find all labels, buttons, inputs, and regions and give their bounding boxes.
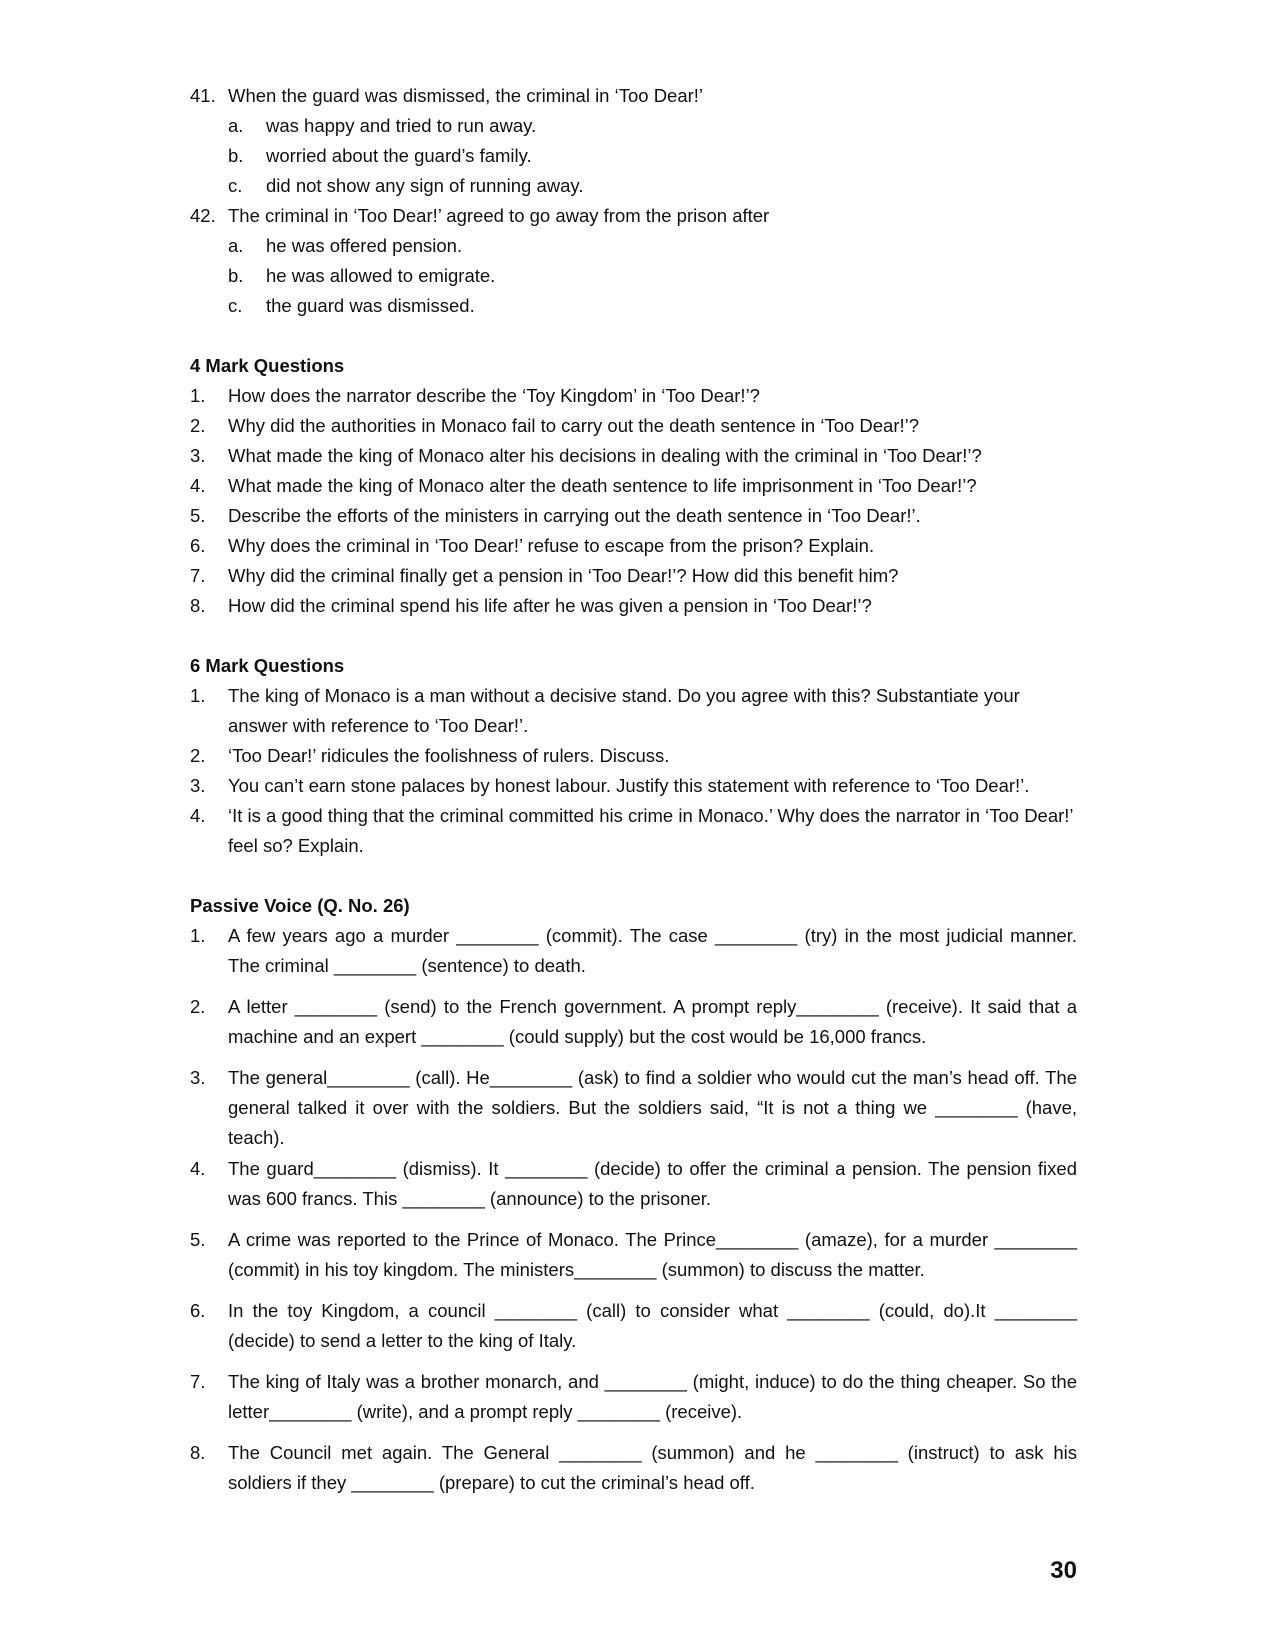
item-text: A crime was reported to the Prince of Monaco. The Prince________ (amaze), for a murder ________ (commit) in his toy kingdom. The ministers________ (summon) to discuss the matter. [228,1229,1077,1280]
list-item [190,471,1077,501]
item-number: 1. [190,685,206,706]
list-item [190,801,1077,861]
item-text: The Council met again. The General ________ (summon) and he ________ (instruct) to ask his soldiers if they ________ (prepare) to cut the criminal’s head off. [228,1442,1077,1493]
item-number: 7. [190,1371,206,1392]
option-c [228,171,1077,201]
four-mark-heading: 4 Mark Questions [190,355,345,376]
list-item [190,1225,1077,1285]
item-number: 4. [190,805,206,826]
option-a [228,111,1077,141]
list-item [190,441,1077,471]
item-text: Why did the criminal finally get a pension in ‘Too Dear!’? How did this benefit him? [228,565,899,586]
item-number: 7. [190,565,206,586]
option-text: he was allowed to emigrate. [266,265,496,286]
option-letter: c. [228,295,243,316]
list-item [190,992,1077,1052]
six-mark-list [190,681,1077,861]
list-item [190,741,1077,771]
six-mark-heading: 6 Mark Questions [190,655,345,676]
item-text: Why did the authorities in Monaco fail to carry out the death sentence in ‘Too Dear!’? [228,415,920,436]
item-text: How did the criminal spend his life after he was given a pension in ‘Too Dear!’? [228,595,872,616]
item-text: Describe the efforts of the ministers in carrying out the death sentence in ‘Too Dear!’. [228,505,921,526]
question-row [190,81,1077,111]
item-number: 1. [190,925,206,946]
option-text: he was offered pension. [266,235,463,256]
item-text: ‘Too Dear!’ ridicules the foolishness of rulers. Discuss. [228,745,670,766]
item-text: What made the king of Monaco alter his decisions in dealing with the criminal in ‘Too Dear!’? [228,445,982,466]
question-row [190,201,1077,231]
list-item [190,771,1077,801]
option-text: the guard was dismissed. [266,295,475,316]
item-number: 2. [190,996,206,1017]
list-item [190,921,1077,981]
item-text: A letter ________ (send) to the French government. A prompt reply________ (receive). It said that a machine and an expert ________ (could supply) but the cost would be 16,000 francs. [228,996,1077,1047]
item-number: 6. [190,1300,206,1321]
option-text: worried about the guard’s family. [266,145,532,166]
item-number: 5. [190,505,206,526]
list-item [190,411,1077,441]
option-list [228,111,1077,201]
option-a [228,231,1077,261]
item-text: A few years ago a murder ________ (commit). The case ________ (try) in the most judicial manner. The criminal ________ (sentence) to death. [228,925,1077,976]
option-list [228,231,1077,321]
passive-voice-list [190,921,1077,1498]
option-letter: b. [228,265,244,286]
question-number: 42. [190,205,216,226]
item-number: 6. [190,535,206,556]
mcq-question-42 [190,201,1077,321]
item-number: 3. [190,445,206,466]
item-text: The guard________ (dismiss). It ________ (decide) to offer the criminal a pension. The pension fixed was 600 francs. This ________ (announce) to the prisoner. [228,1158,1077,1209]
item-text: Why does the criminal in ‘Too Dear!’ refuse to escape from the prison? Explain. [228,535,875,556]
option-text: was happy and tried to run away. [266,115,537,136]
item-text: The king of Italy was a brother monarch, and ________ (might, induce) to do the thing cheaper. So the letter________ (write), and a prompt reply ________ (receive). [228,1371,1077,1422]
page-content [190,81,1077,1509]
option-text: did not show any sign of running away. [266,175,584,196]
item-number: 8. [190,595,206,616]
item-number: 4. [190,475,206,496]
item-number: 8. [190,1442,206,1463]
list-item [190,1438,1077,1498]
item-number: 5. [190,1229,206,1250]
item-number: 3. [190,775,206,796]
item-text: The king of Monaco is a man without a decisive stand. Do you agree with this? Substantiate your answer with reference to ‘Too Dear!’. [228,685,1020,736]
list-item [190,381,1077,411]
list-item [190,681,1077,741]
option-c [228,291,1077,321]
option-letter: b. [228,145,244,166]
list-item [190,1296,1077,1356]
passive-voice-heading: Passive Voice (Q. No. 26) [190,895,410,916]
item-text: You can’t earn stone palaces by honest labour. Justify this statement with reference to ‘Too Dear!’. [228,775,1030,796]
question-text: The criminal in ‘Too Dear!’ agreed to go away from the prison after [228,205,770,226]
list-item [190,1154,1077,1214]
item-text: In the toy Kingdom, a council ________ (call) to consider what ________ (could, do).It ________ (decide) to send a letter to the king of Italy. [228,1300,1077,1351]
item-text: How does the narrator describe the ‘Toy Kingdom’ in ‘Too Dear!’? [228,385,760,406]
page-number: 30 [1050,1557,1077,1584]
item-number: 1. [190,385,206,406]
list-item [190,501,1077,531]
item-number: 3. [190,1067,206,1088]
option-letter: c. [228,175,243,196]
list-item [190,531,1077,561]
question-text: When the guard was dismissed, the criminal in ‘Too Dear!’ [228,85,704,106]
list-item [190,1063,1077,1153]
item-number: 4. [190,1158,206,1179]
option-letter: a. [228,235,244,256]
list-item [190,591,1077,621]
list-item [190,561,1077,591]
option-b [228,141,1077,171]
mcq-question-41 [190,81,1077,201]
item-text: ‘It is a good thing that the criminal committed his crime in Monaco.’ Why does the narrator in ‘Too Dear!’ feel so? Explain. [228,805,1073,856]
question-number: 41. [190,85,216,106]
option-b [228,261,1077,291]
item-number: 2. [190,745,206,766]
list-item [190,1367,1077,1427]
item-text: The general________ (call). He________ (ask) to find a soldier who would cut the man’s head off. The general talked it over with the soldiers. But the soldiers said, “It is not a thing we ________ (have, teach). [228,1067,1077,1148]
item-text: What made the king of Monaco alter the death sentence to life imprisonment in ‘Too Dear!’? [228,475,977,496]
option-letter: a. [228,115,244,136]
four-mark-list [190,381,1077,621]
item-number: 2. [190,415,206,436]
